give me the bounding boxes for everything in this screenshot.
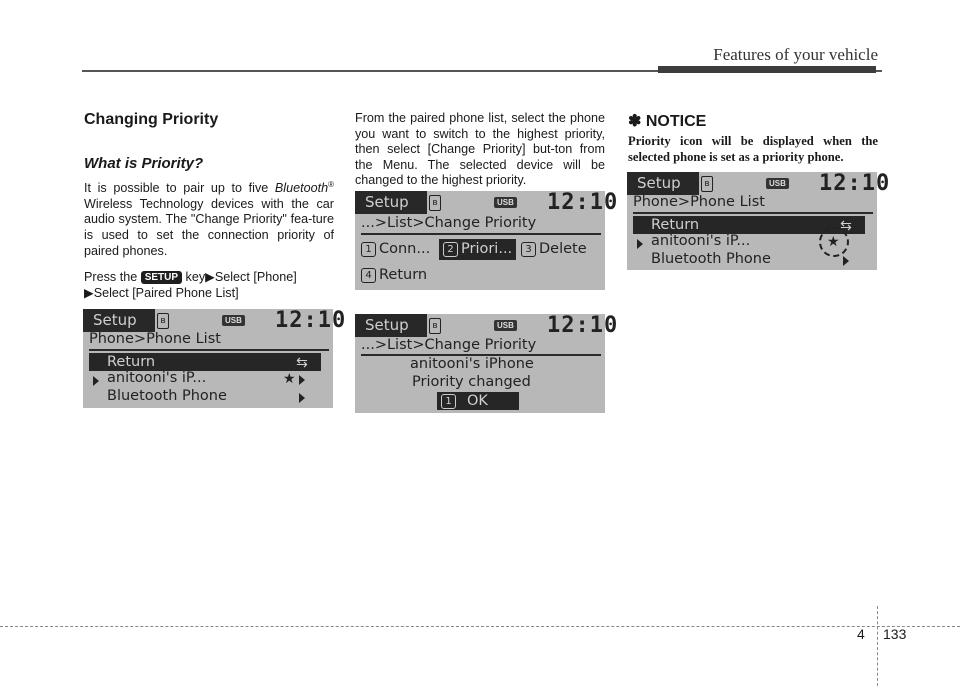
clock: 12:10 bbox=[275, 308, 347, 333]
bluetooth-icon: ʙ bbox=[157, 313, 169, 329]
number-2-icon: 2 bbox=[443, 242, 458, 257]
return-item: Return bbox=[89, 353, 283, 371]
menu-option-priority-selected: 2 Priori... bbox=[439, 239, 516, 260]
footer-divider bbox=[877, 606, 878, 686]
path-rule bbox=[361, 233, 601, 235]
screen-change-priority-menu bbox=[355, 190, 619, 290]
chevron-right-icon bbox=[299, 375, 305, 385]
priority-star-icon: ★ bbox=[827, 233, 840, 249]
clock: 12:10 bbox=[547, 190, 619, 215]
clock: 12:10 bbox=[819, 171, 891, 196]
step-arrow-icon: ▶ bbox=[84, 285, 94, 300]
status-bar bbox=[355, 313, 619, 339]
screen-phone-list-priority bbox=[627, 171, 891, 270]
running-header: Features of your vehicle bbox=[713, 45, 878, 64]
number-1-icon: 1 bbox=[361, 242, 376, 257]
page-number: 133 bbox=[883, 626, 907, 642]
path-rule bbox=[633, 212, 873, 214]
back-icon: ⇆ bbox=[283, 353, 321, 371]
confirm-message: Priority changed bbox=[412, 374, 531, 390]
clock: 12:10 bbox=[547, 313, 619, 338]
setup-tab: Setup bbox=[355, 191, 427, 214]
screen-priority-changed bbox=[355, 313, 619, 413]
ok-button: 1 OK bbox=[437, 392, 519, 410]
phone-item-secondary: Bluetooth Phone bbox=[107, 388, 227, 404]
screen-path: Phone>Phone List bbox=[633, 194, 765, 210]
confirm-phone-name: anitooni's iPhone bbox=[410, 356, 534, 372]
subsection-title: What is Priority? bbox=[84, 155, 204, 172]
number-3-icon: 3 bbox=[521, 242, 536, 257]
setup-tab: Setup bbox=[355, 314, 427, 337]
number-1-icon: 1 bbox=[441, 394, 456, 409]
notice-title: ✽ NOTICE bbox=[628, 113, 707, 130]
usb-badge: USB bbox=[766, 178, 789, 189]
step-arrow-icon: ▶ bbox=[205, 270, 215, 284]
header-rule-accent bbox=[658, 66, 876, 73]
back-icon: ⇆ bbox=[827, 216, 865, 234]
usb-badge: USB bbox=[494, 197, 517, 208]
return-item: Return bbox=[633, 216, 827, 234]
usb-badge: USB bbox=[494, 320, 517, 331]
chapter-number: 4 bbox=[857, 626, 865, 642]
screen-path: ...>List>Change Priority bbox=[361, 215, 537, 231]
selection-arrow-icon bbox=[637, 239, 643, 249]
intro-paragraph: It is possible to pair up to five Bluetooth® Wireless Technology devices with the car audio system. The "Change Priority" fea-ture is used to set the connection priority of paired phones. bbox=[84, 180, 334, 258]
phone-item-secondary: Bluetooth Phone bbox=[651, 251, 771, 267]
screen-phone-list bbox=[83, 308, 347, 408]
setup-tab: Setup bbox=[627, 172, 699, 195]
notice-body: Priority icon will be displayed when the selected phone is set as a priority phone. bbox=[628, 134, 878, 164]
footer-rule bbox=[0, 626, 960, 627]
bluetooth-icon: ʙ bbox=[701, 176, 713, 192]
status-bar bbox=[355, 190, 619, 216]
usb-badge: USB bbox=[222, 315, 245, 326]
priority-instruction-paragraph: From the paired phone list, select the phone you want to switch to the highest priority, then select [Change Priority] but-ton from the Menu. The selected device will be changed to the highest priority. bbox=[355, 111, 605, 188]
selection-arrow-icon bbox=[93, 376, 99, 386]
menu-option-connect: 1 Conn... bbox=[361, 241, 430, 257]
path-rule bbox=[89, 349, 329, 351]
setup-tab: Setup bbox=[83, 309, 155, 332]
priority-star-icon: ★ bbox=[283, 370, 296, 386]
screen-path: ...>List>Change Priority bbox=[361, 337, 537, 353]
menu-option-return: 4 Return bbox=[361, 267, 427, 283]
menu-option-delete: 3 Delete bbox=[521, 241, 587, 257]
instruction-paragraph: Press the SETUP key▶Select [Phone] ▶Select [Paired Phone List] bbox=[84, 270, 297, 300]
bluetooth-icon: ʙ bbox=[429, 318, 441, 334]
number-4-icon: 4 bbox=[361, 268, 376, 283]
phone-item-primary: anitooni's iP... bbox=[651, 233, 751, 249]
bluetooth-brand: Bluetooth bbox=[274, 181, 329, 196]
section-title: Changing Priority bbox=[84, 111, 219, 128]
chevron-right-icon bbox=[843, 256, 849, 266]
setup-key-badge: SETUP bbox=[141, 271, 182, 284]
screen-path: Phone>Phone List bbox=[89, 331, 221, 347]
chevron-right-icon bbox=[299, 393, 305, 403]
bluetooth-icon: ʙ bbox=[429, 195, 441, 211]
phone-item-primary: anitooni's iP... bbox=[107, 370, 207, 386]
